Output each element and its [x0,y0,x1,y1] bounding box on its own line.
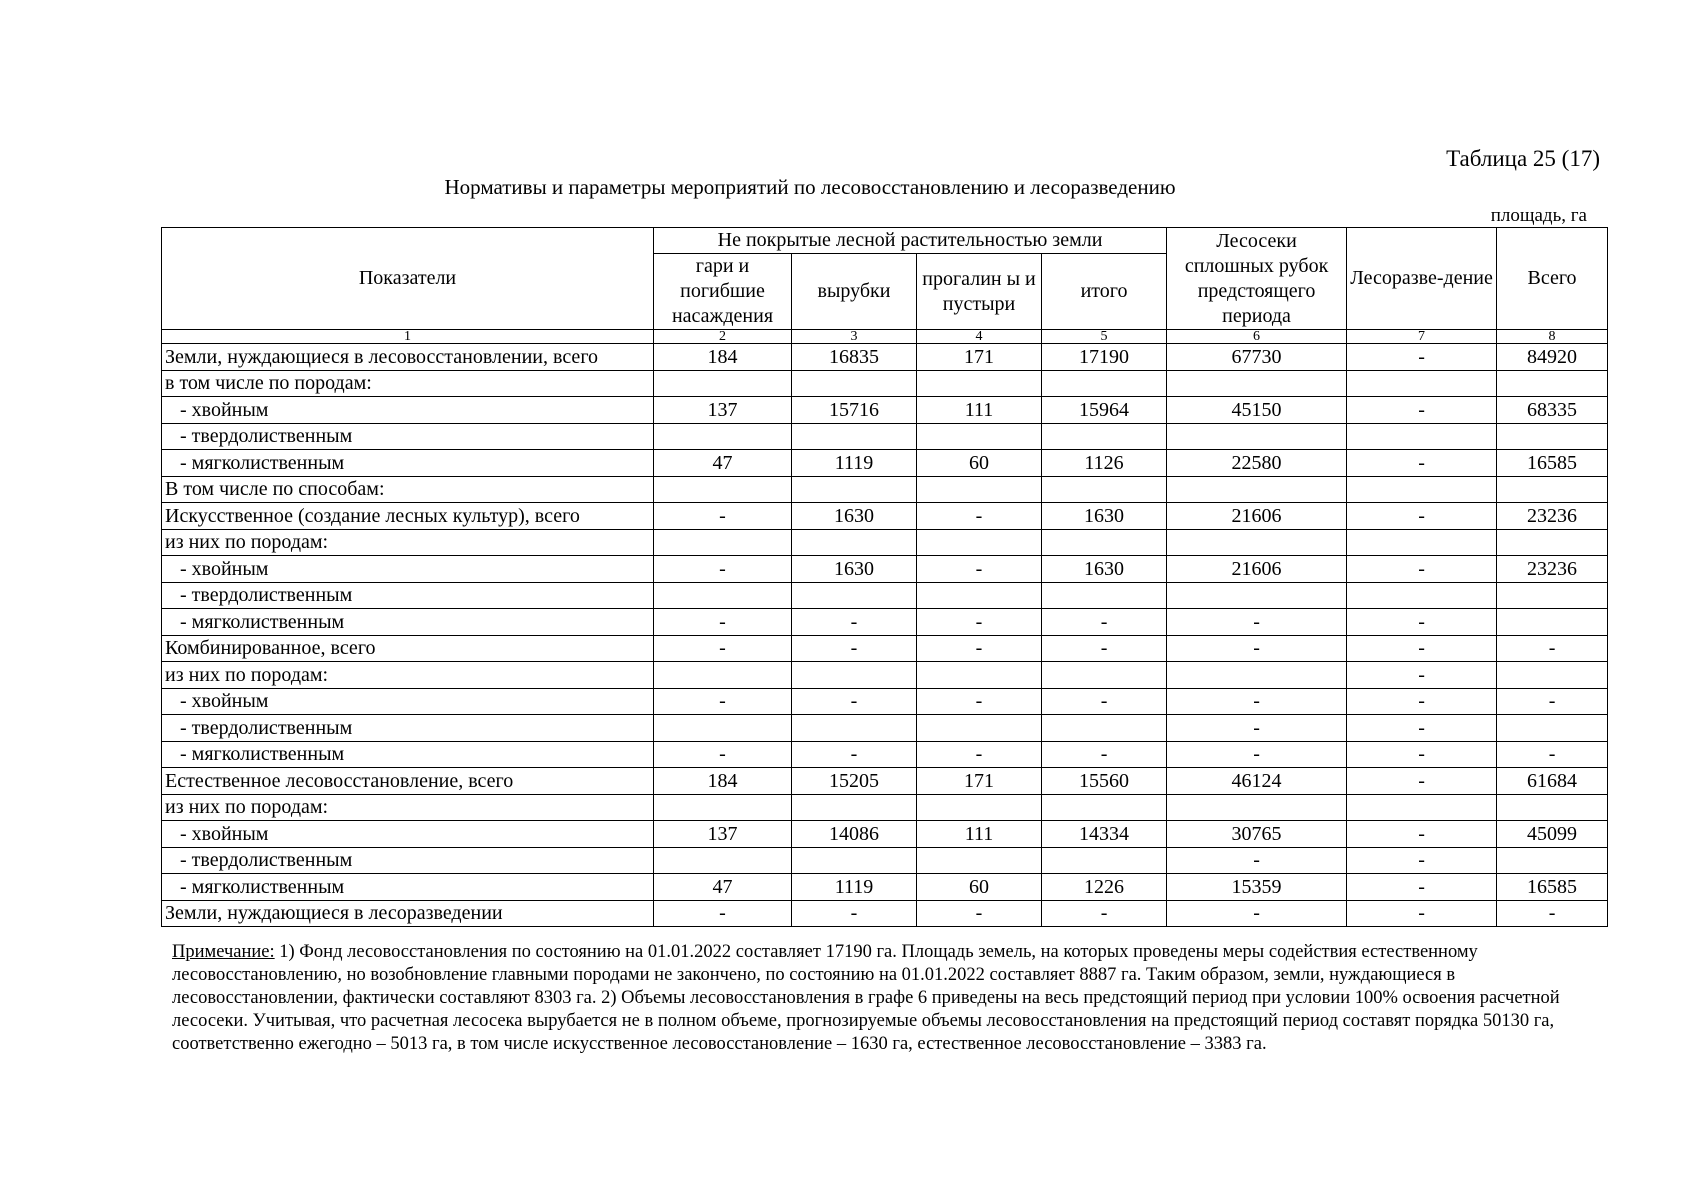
table-number: Таблица 25 (17) [1446,146,1600,171]
header-col8: Всего [1497,228,1608,330]
table-row [162,556,1608,583]
cell-col8: 61684 [1497,768,1608,795]
cell-col2 [654,794,792,821]
cell-col5: 15560 [1042,768,1167,795]
cell-col7 [1347,370,1497,397]
cell-col8: 23236 [1497,503,1608,530]
cell-col7: - [1347,874,1497,901]
cell-col4 [917,662,1042,689]
cell-col5 [1042,423,1167,450]
cell-col2: 184 [654,768,792,795]
cell-col4: 171 [917,344,1042,371]
cell-col4: 171 [917,768,1042,795]
cell-col6: 15359 [1167,874,1347,901]
cell-col4 [917,476,1042,503]
cell-col2: - [654,688,792,715]
cell-col8 [1497,370,1608,397]
footnote-text: 1) Фонд лесовосстановления по состоянию на 01.01.2022 составляет 17190 га. Площадь земель, на которых проведены меры содействия естественному лесовосстановлению, но возобновление главными породами не закончено, по состоянию на 01.01.2022 составляет 8887 га. Таким образом, земли, нуждающиеся в лесовосстановлении, фактически составляют 8303 га. 2) Объемы лесовосстановления в графе 6 приведены на весь предстоящий период при условии 100% освоения расчетной лесосеки. Учитывая, что расчетная лесосека вырубается не в полном объеме, прогнозируемые объемы лесовосстановления на предстоящий период составят порядка 50130 га, соответственно ежегодно – 5013 га, в том числе искусственное лесовосстановление – 1630 га, естественное лесовосстановление – 3383 га. [172,942,1560,1054]
cell-col5 [1042,370,1167,397]
cell-col4: 111 [917,397,1042,424]
cell-col5: 1630 [1042,556,1167,583]
cell-col5: 14334 [1042,821,1167,848]
column-number: 4 [917,330,1042,344]
row-label: из них по породам: [162,794,654,821]
row-label: Комбинированное, всего [162,635,654,662]
cell-col8: 23236 [1497,556,1608,583]
row-label: - мягколиственным [162,874,654,901]
cell-col8 [1497,476,1608,503]
table-row [162,794,1608,821]
cell-col8 [1497,794,1608,821]
table-row [162,741,1608,768]
cell-col7: - [1347,900,1497,927]
cell-col4 [917,423,1042,450]
cell-col2: 47 [654,874,792,901]
cell-col7: - [1347,344,1497,371]
cell-col6 [1167,423,1347,450]
cell-col6: 21606 [1167,503,1347,530]
cell-col3: 14086 [792,821,917,848]
cell-col6: - [1167,635,1347,662]
cell-col3 [792,847,917,874]
cell-col3 [792,715,917,742]
cell-col7: - [1347,688,1497,715]
cell-col2: 47 [654,450,792,477]
cell-col6: 22580 [1167,450,1347,477]
cell-col8 [1497,715,1608,742]
column-number: 5 [1042,330,1167,344]
table-row [162,397,1608,424]
cell-col8: 16585 [1497,874,1608,901]
row-label: - хвойным [162,397,654,424]
cell-col3: - [792,635,917,662]
cell-col7: - [1347,768,1497,795]
row-label: - мягколиственным [162,609,654,636]
cell-col4: - [917,741,1042,768]
cell-col6 [1167,662,1347,689]
cell-col3 [792,794,917,821]
column-number: 7 [1347,330,1497,344]
cell-col7 [1347,582,1497,609]
cell-col2 [654,529,792,556]
cell-col5: - [1042,609,1167,636]
table-row [162,635,1608,662]
cell-col3: 16835 [792,344,917,371]
cell-col3 [792,423,917,450]
cell-col4 [917,370,1042,397]
row-label: - мягколиственным [162,741,654,768]
table-row [162,715,1608,742]
cell-col6: - [1167,715,1347,742]
column-number-row [162,330,1608,344]
cell-col4: 111 [917,821,1042,848]
cell-col6: - [1167,688,1347,715]
cell-col8: - [1497,741,1608,768]
cell-col2: - [654,900,792,927]
measures-table [161,227,1608,927]
cell-col8: - [1497,688,1608,715]
header-group-uncovered: Не покрытые лесной растительностью земли [654,228,1167,254]
cell-col3: - [792,688,917,715]
cell-col8 [1497,582,1608,609]
row-label: в том числе по породам: [162,370,654,397]
cell-col2: 137 [654,821,792,848]
header-row-1 [162,228,1608,254]
cell-col3: 15205 [792,768,917,795]
cell-col7 [1347,794,1497,821]
cell-col8: - [1497,635,1608,662]
row-label: В том числе по способам: [162,476,654,503]
cell-col4: - [917,688,1042,715]
cell-col4: 60 [917,874,1042,901]
header-col4: прогалин ы и пустыри [917,254,1042,330]
cell-col8 [1497,609,1608,636]
cell-col6: 45150 [1167,397,1347,424]
cell-col2 [654,662,792,689]
cell-col7 [1347,529,1497,556]
cell-col6: 46124 [1167,768,1347,795]
cell-col3: 1119 [792,450,917,477]
cell-col2 [654,476,792,503]
cell-col4: - [917,900,1042,927]
cell-col5: 1226 [1042,874,1167,901]
cell-col3: 15716 [792,397,917,424]
cell-col7: - [1347,450,1497,477]
row-label: - твердолиственным [162,847,654,874]
cell-col3 [792,476,917,503]
cell-col7: - [1347,635,1497,662]
header-col6: Лесосеки сплошных рубок предстоящего периода [1167,228,1347,330]
table-row [162,847,1608,874]
table-row [162,370,1608,397]
cell-col8: 84920 [1497,344,1608,371]
cell-col2 [654,370,792,397]
units-label: площадь, га [1490,205,1587,226]
cell-col3: 1630 [792,556,917,583]
cell-col3: - [792,741,917,768]
table-row [162,582,1608,609]
cell-col2: - [654,503,792,530]
cell-col4: - [917,556,1042,583]
cell-col7: - [1347,556,1497,583]
cell-col7: - [1347,503,1497,530]
table-row [162,821,1608,848]
row-label: из них по породам: [162,529,654,556]
cell-col5: - [1042,900,1167,927]
cell-col2 [654,582,792,609]
cell-col5: 17190 [1042,344,1167,371]
cell-col2: - [654,635,792,662]
column-number: 6 [1167,330,1347,344]
cell-col4 [917,715,1042,742]
table-row [162,609,1608,636]
cell-col7: - [1347,715,1497,742]
cell-col4: 60 [917,450,1042,477]
cell-col5: - [1042,635,1167,662]
cell-col7: - [1347,741,1497,768]
header-indicators: Показатели [162,228,654,330]
cell-col8: 45099 [1497,821,1608,848]
cell-col4 [917,582,1042,609]
cell-col3 [792,529,917,556]
table-row [162,529,1608,556]
cell-col5 [1042,582,1167,609]
cell-col5 [1042,476,1167,503]
table-row [162,662,1608,689]
cell-col6 [1167,476,1347,503]
row-label: Земли, нуждающиеся в лесовосстановлении, всего [162,344,654,371]
cell-col5: 1126 [1042,450,1167,477]
column-number: 1 [162,330,654,344]
footnote-label: Примечание: [172,942,275,962]
cell-col2: - [654,556,792,583]
cell-col4 [917,529,1042,556]
cell-col3: - [792,900,917,927]
cell-col8: 16585 [1497,450,1608,477]
cell-col5 [1042,662,1167,689]
cell-col7: - [1347,662,1497,689]
cell-col4: - [917,635,1042,662]
cell-col2: 184 [654,344,792,371]
cell-col5 [1042,715,1167,742]
row-label: - хвойным [162,688,654,715]
cell-col8 [1497,529,1608,556]
cell-col6 [1167,370,1347,397]
table-row [162,450,1608,477]
cell-col5: 1630 [1042,503,1167,530]
cell-col3: 1119 [792,874,917,901]
cell-col7: - [1347,847,1497,874]
row-label: Естественное лесовосстановление, всего [162,768,654,795]
cell-col6: - [1167,847,1347,874]
column-number: 8 [1497,330,1608,344]
table-title: Нормативы и параметры мероприятий по лесовосстановлению и лесоразведению [444,175,1176,199]
cell-col5: 15964 [1042,397,1167,424]
cell-col2: 137 [654,397,792,424]
cell-col3 [792,582,917,609]
row-label: - хвойным [162,821,654,848]
footnote [172,941,1612,1056]
cell-col6 [1167,529,1347,556]
header-col5: итого [1042,254,1167,330]
cell-col8 [1497,662,1608,689]
header-col2: гари и погибшие насаждения [654,254,792,330]
cell-col7 [1347,423,1497,450]
cell-col6: - [1167,900,1347,927]
cell-col7: - [1347,609,1497,636]
cell-col6 [1167,794,1347,821]
cell-col6: 21606 [1167,556,1347,583]
column-number: 2 [654,330,792,344]
cell-col3: - [792,609,917,636]
cell-col4 [917,847,1042,874]
cell-col7: - [1347,821,1497,848]
cell-col8 [1497,847,1608,874]
table-row [162,688,1608,715]
cell-col5 [1042,847,1167,874]
cell-col2: - [654,741,792,768]
cell-col5 [1042,529,1167,556]
table-row [162,476,1608,503]
cell-col8 [1497,423,1608,450]
cell-col5 [1042,794,1167,821]
cell-col6 [1167,582,1347,609]
table-row [162,874,1608,901]
row-label: из них по породам: [162,662,654,689]
row-label: - твердолиственным [162,715,654,742]
header-col7: Лесоразве-дение [1347,228,1497,330]
cell-col6: 30765 [1167,821,1347,848]
cell-col4: - [917,503,1042,530]
cell-col8: 68335 [1497,397,1608,424]
row-label: Земли, нуждающиеся в лесоразведении [162,900,654,927]
cell-col3 [792,662,917,689]
cell-col5: - [1042,741,1167,768]
table-row [162,423,1608,450]
cell-col4 [917,794,1042,821]
cell-col3: 1630 [792,503,917,530]
cell-col6: - [1167,741,1347,768]
row-label: - хвойным [162,556,654,583]
cell-col2 [654,423,792,450]
cell-col2: - [654,609,792,636]
table-row [162,344,1608,371]
table-row [162,900,1608,927]
cell-col2 [654,715,792,742]
row-label: - твердолиственным [162,423,654,450]
header-col3: вырубки [792,254,917,330]
cell-col7: - [1347,397,1497,424]
cell-col7 [1347,476,1497,503]
column-number: 3 [792,330,917,344]
cell-col6: - [1167,609,1347,636]
cell-col4: - [917,609,1042,636]
row-label: Искусственное (создание лесных культур), всего [162,503,654,530]
row-label: - мягколиственным [162,450,654,477]
table-row [162,768,1608,795]
cell-col2 [654,847,792,874]
cell-col6: 67730 [1167,344,1347,371]
cell-col5: - [1042,688,1167,715]
cell-col3 [792,370,917,397]
table-row [162,503,1608,530]
cell-col8: - [1497,900,1608,927]
row-label: - твердолиственным [162,582,654,609]
